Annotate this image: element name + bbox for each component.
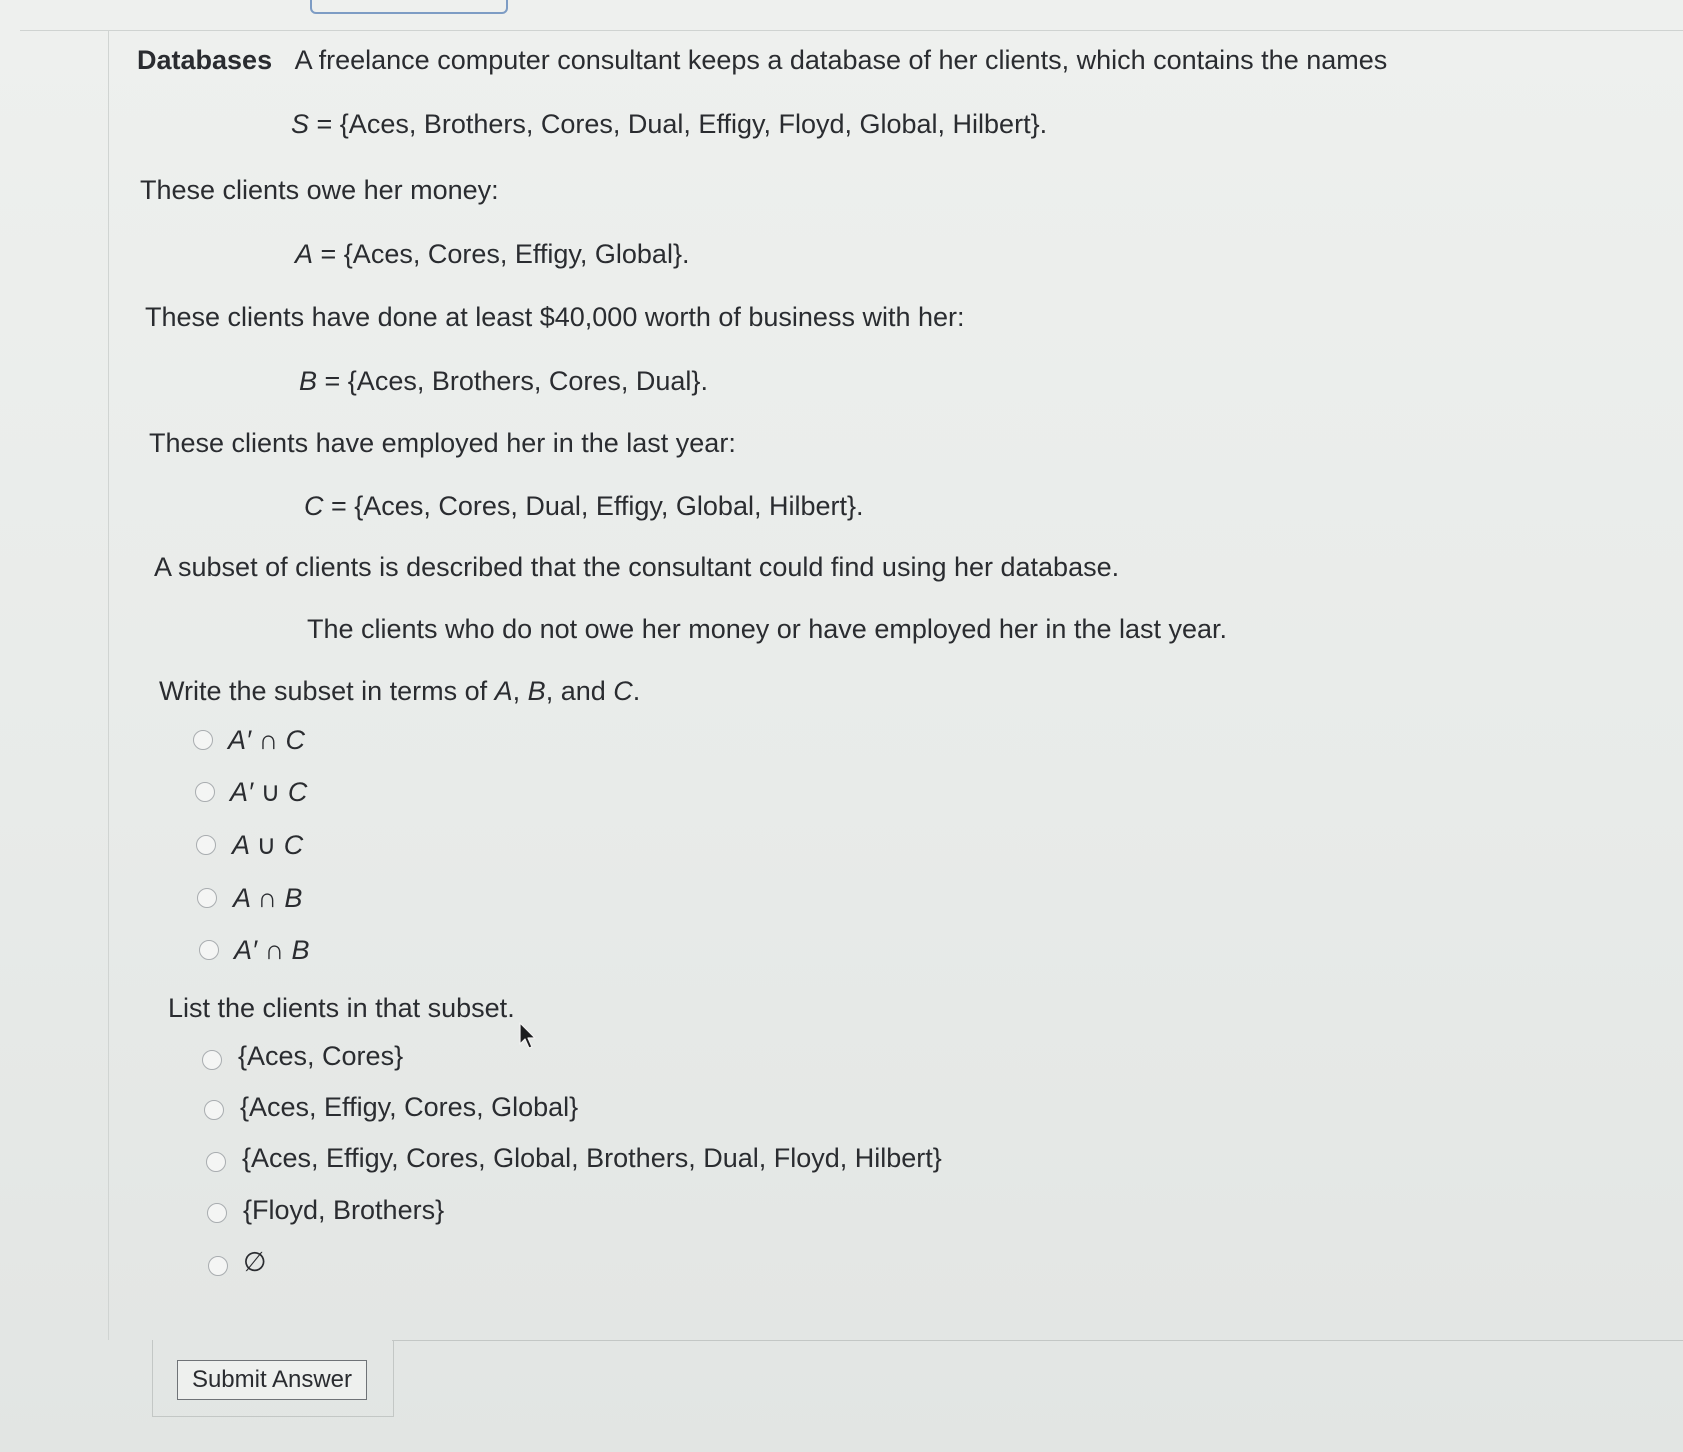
part1-prompt: Write the subset in terms of A, B, and C. (159, 676, 641, 706)
option-label: {Aces, Effigy, Cores, Global} (240, 1092, 579, 1122)
set-s-definition: S = {Aces, Brothers, Cores, Dual, Effigy, Floyd, Global, Hilbert}. (291, 109, 1048, 139)
option-label: A′ ∪ C (230, 777, 308, 807)
option-label: ∅ (243, 1247, 267, 1277)
set-a-definition: A = {Aces, Cores, Effigy, Global}. (295, 239, 690, 269)
radio-button[interactable] (199, 940, 219, 960)
radio-button[interactable] (193, 730, 213, 750)
option-label: {Aces, Effigy, Cores, Global, Brothers, Dual, Floyd, Hilbert} (242, 1143, 942, 1173)
radio-button[interactable] (206, 1152, 226, 1172)
divider (392, 1340, 1683, 1341)
option-label: A′ ∩ C (228, 725, 305, 755)
option-label: A ∩ B (233, 883, 303, 913)
question-intro: A freelance computer consultant keeps a database of her clients, which contains the names (294, 45, 1388, 75)
radio-button[interactable] (196, 835, 216, 855)
question-heading: Databases (137, 45, 273, 75)
radio-button[interactable] (204, 1100, 224, 1120)
owe-text: These clients owe her money: (140, 175, 499, 205)
radio-button[interactable] (208, 1256, 228, 1276)
radio-button[interactable] (197, 888, 217, 908)
business-text: These clients have done at least $40,000 worth of business with her: (145, 302, 965, 332)
radio-button[interactable] (202, 1050, 222, 1070)
option-label: {Aces, Cores} (238, 1041, 404, 1071)
radio-button[interactable] (195, 782, 215, 802)
set-c-definition: C = {Aces, Cores, Dual, Effigy, Global, Hilbert}. (304, 491, 864, 521)
top-tab[interactable] (310, 0, 508, 14)
radio-button[interactable] (207, 1203, 227, 1223)
question-intro-line (137, 44, 1387, 76)
set-b-definition: B = {Aces, Brothers, Cores, Dual}. (299, 366, 708, 396)
subset-description: The clients who do not owe her money or have employed her in the last year. (307, 614, 1228, 644)
subset-intro: A subset of clients is described that the consultant could find using her database. (154, 552, 1120, 582)
option-label: A ∪ C (232, 830, 304, 860)
part2-prompt: List the clients in that subset. (168, 993, 515, 1023)
employed-text: These clients have employed her in the last year: (149, 428, 736, 458)
submit-answer-button[interactable]: Submit Answer (177, 1360, 367, 1400)
option-label: {Floyd, Brothers} (243, 1195, 445, 1225)
mouse-cursor-icon (518, 1022, 538, 1052)
option-label: A′ ∩ B (234, 935, 310, 965)
